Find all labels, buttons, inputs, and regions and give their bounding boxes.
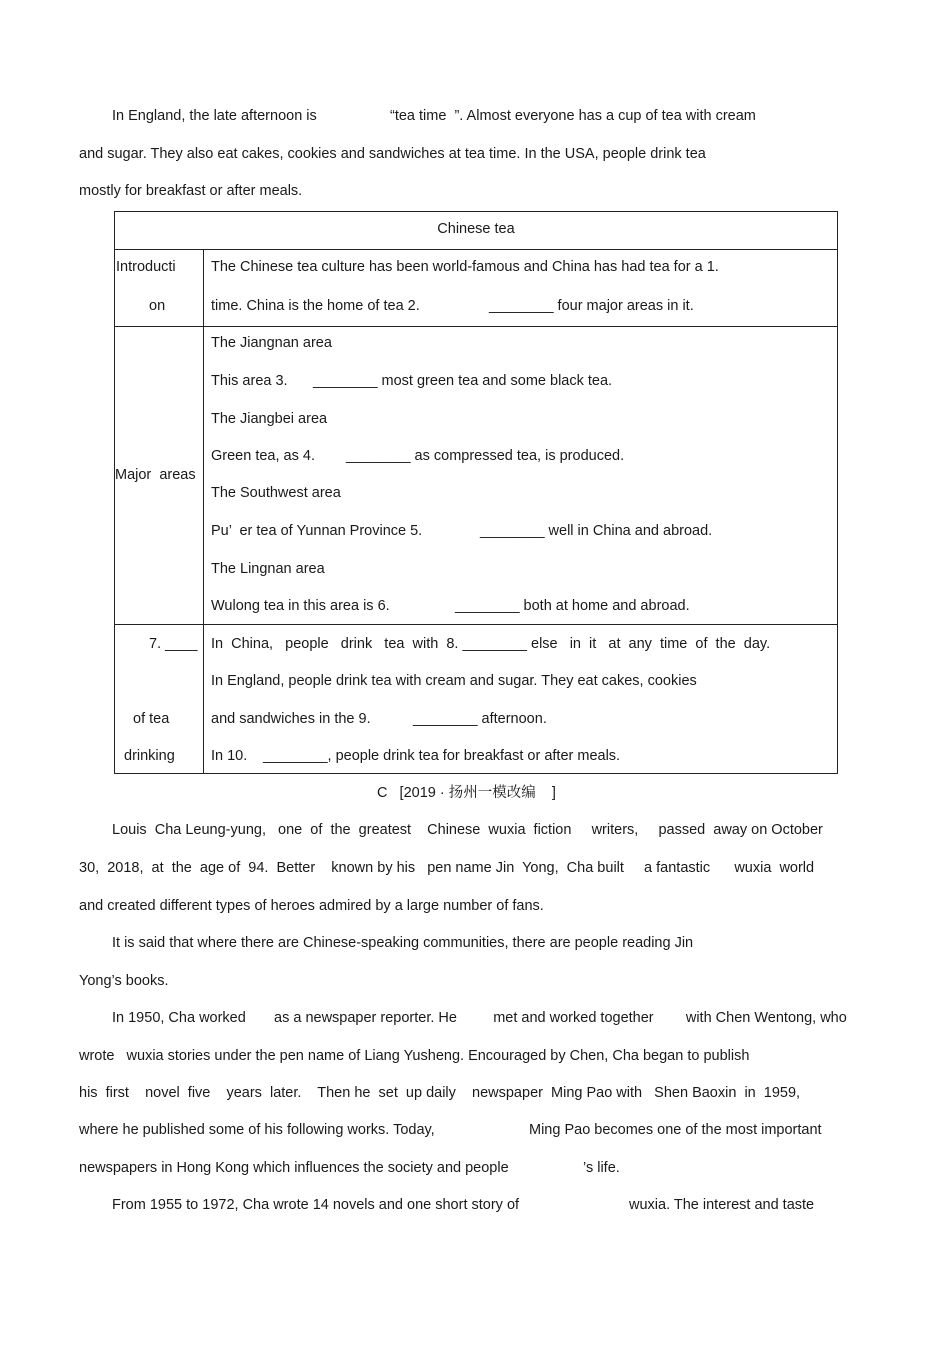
passage-p3-line-5b: ’s life. bbox=[583, 1160, 620, 1176]
area-southwest-text-a: Pu’ er tea of Yunnan Province 5. bbox=[211, 523, 423, 539]
passage-p4-line-a: From 1955 to 1972, Cha wrote 14 novels and one short story of bbox=[112, 1197, 520, 1213]
area-lingnan-text-b: ________ both at home and abroad. bbox=[455, 598, 690, 614]
intro-line-1b: “tea time ”. Almost everyone has a cup of tea with cream bbox=[390, 108, 756, 124]
passage-p1-line-1: Louis Cha Leung-yung, one of the greatest Chinese wuxia fiction writers, passed away on October bbox=[112, 822, 823, 838]
area-jiangbei-heading: The Jiangbei area bbox=[211, 411, 328, 427]
introduction-label-cell bbox=[115, 250, 204, 327]
drinking-label-3: drinking bbox=[124, 748, 175, 764]
passage-p1-line-3: and created different types of heroes admired by a large number of fans. bbox=[79, 898, 544, 914]
area-jiangbei-text-b: ________ as compressed tea, is produced. bbox=[346, 448, 625, 464]
areas-label-cell bbox=[115, 327, 204, 625]
introduction-text-2a: time. China is the home of tea 2. bbox=[211, 298, 420, 314]
passage-p3-line-4b: Ming Pao becomes one of the most important bbox=[529, 1122, 822, 1138]
drinking-text-4b: ________, people drink tea for breakfast or after meals. bbox=[263, 748, 621, 764]
intro-line-3: mostly for breakfast or after meals. bbox=[79, 183, 303, 199]
passage-p3-line-2: wrote wuxia stories under the pen name of Liang Yusheng. Encouraged by Chen, Cha began to publish bbox=[79, 1048, 750, 1064]
passage-p3-line-4a: where he published some of his following works. Today, bbox=[79, 1122, 435, 1138]
area-lingnan-heading: The Lingnan area bbox=[211, 561, 325, 577]
drinking-text-1: In China, people drink tea with 8. ________ else in it at any time of the day. bbox=[211, 636, 771, 652]
introduction-text-1: The Chinese tea culture has been world-famous and China has had tea for a 1. bbox=[211, 259, 719, 275]
passage-p3-line-1: In 1950, Cha worked as a newspaper reporter. He met and worked together with Chen Wentong, who bbox=[112, 1010, 847, 1026]
introduction-label-1: Introducti bbox=[116, 259, 176, 275]
areas-label: Major areas bbox=[115, 467, 196, 483]
passage-p2-line-2: Yong’s books. bbox=[79, 973, 169, 989]
area-jiangbei-text-a: Green tea, as 4. bbox=[211, 448, 315, 464]
area-southwest-text-b: ________ well in China and abroad. bbox=[480, 523, 713, 539]
passage-p4-line-b: wuxia. The interest and taste bbox=[629, 1197, 815, 1213]
intro-line-1a: In England, the late afternoon is bbox=[112, 108, 317, 124]
introduction-text-2b: ________ four major areas in it. bbox=[489, 298, 694, 314]
drinking-text-2: In England, people drink tea with cream and sugar. They eat cakes, cookies bbox=[211, 673, 697, 689]
area-southwest-heading: The Southwest area bbox=[211, 485, 341, 501]
introduction-content-cell bbox=[204, 250, 838, 327]
chinese-tea-table bbox=[114, 211, 838, 774]
passage-p1-line-2: 30, 2018, at the age of 94. Better known by his pen name Jin Yong, Cha built a fantastic wuxia world bbox=[79, 860, 815, 876]
introduction-label-2: on bbox=[149, 298, 166, 314]
table-row-drinking bbox=[115, 625, 838, 774]
passage-p3-line-3: his first novel five years later. Then he set up daily newspaper Ming Pao with Shen Baoxin in 1959, bbox=[79, 1085, 801, 1101]
drinking-text-4a: In 10. bbox=[211, 748, 248, 764]
drinking-text-3a: and sandwiches in the 9. bbox=[211, 711, 371, 727]
table-title: Chinese tea bbox=[437, 221, 515, 237]
drinking-label-1: 7. ____ bbox=[149, 636, 198, 652]
table-row-major-areas bbox=[115, 327, 838, 625]
area-jiangnan-text-a: This area 3. bbox=[211, 373, 288, 389]
table-row-introduction bbox=[115, 250, 838, 327]
area-jiangnan-heading: The Jiangnan area bbox=[211, 335, 332, 351]
area-lingnan-text-a: Wulong tea in this area is 6. bbox=[211, 598, 390, 614]
drinking-label-2: of tea bbox=[133, 711, 170, 727]
drinking-content-cell bbox=[204, 625, 838, 774]
section-c-heading: C [2019 · 扬州一模改编 ] bbox=[377, 785, 556, 801]
passage-p3-line-5a: newspapers in Hong Kong which influences the society and people bbox=[79, 1160, 509, 1176]
drinking-label-cell bbox=[115, 625, 204, 774]
passage-p2-line-1: It is said that where there are Chinese-speaking communities, there are people reading Jin bbox=[112, 935, 694, 951]
drinking-text-3b: ________ afternoon. bbox=[413, 711, 547, 727]
table-title-cell bbox=[115, 212, 838, 250]
area-jiangnan-text-b: ________ most green tea and some black tea. bbox=[313, 373, 613, 389]
areas-content-cell bbox=[204, 327, 838, 625]
intro-line-2: and sugar. They also eat cakes, cookies and sandwiches at tea time. In the USA, people drink tea bbox=[79, 146, 706, 162]
